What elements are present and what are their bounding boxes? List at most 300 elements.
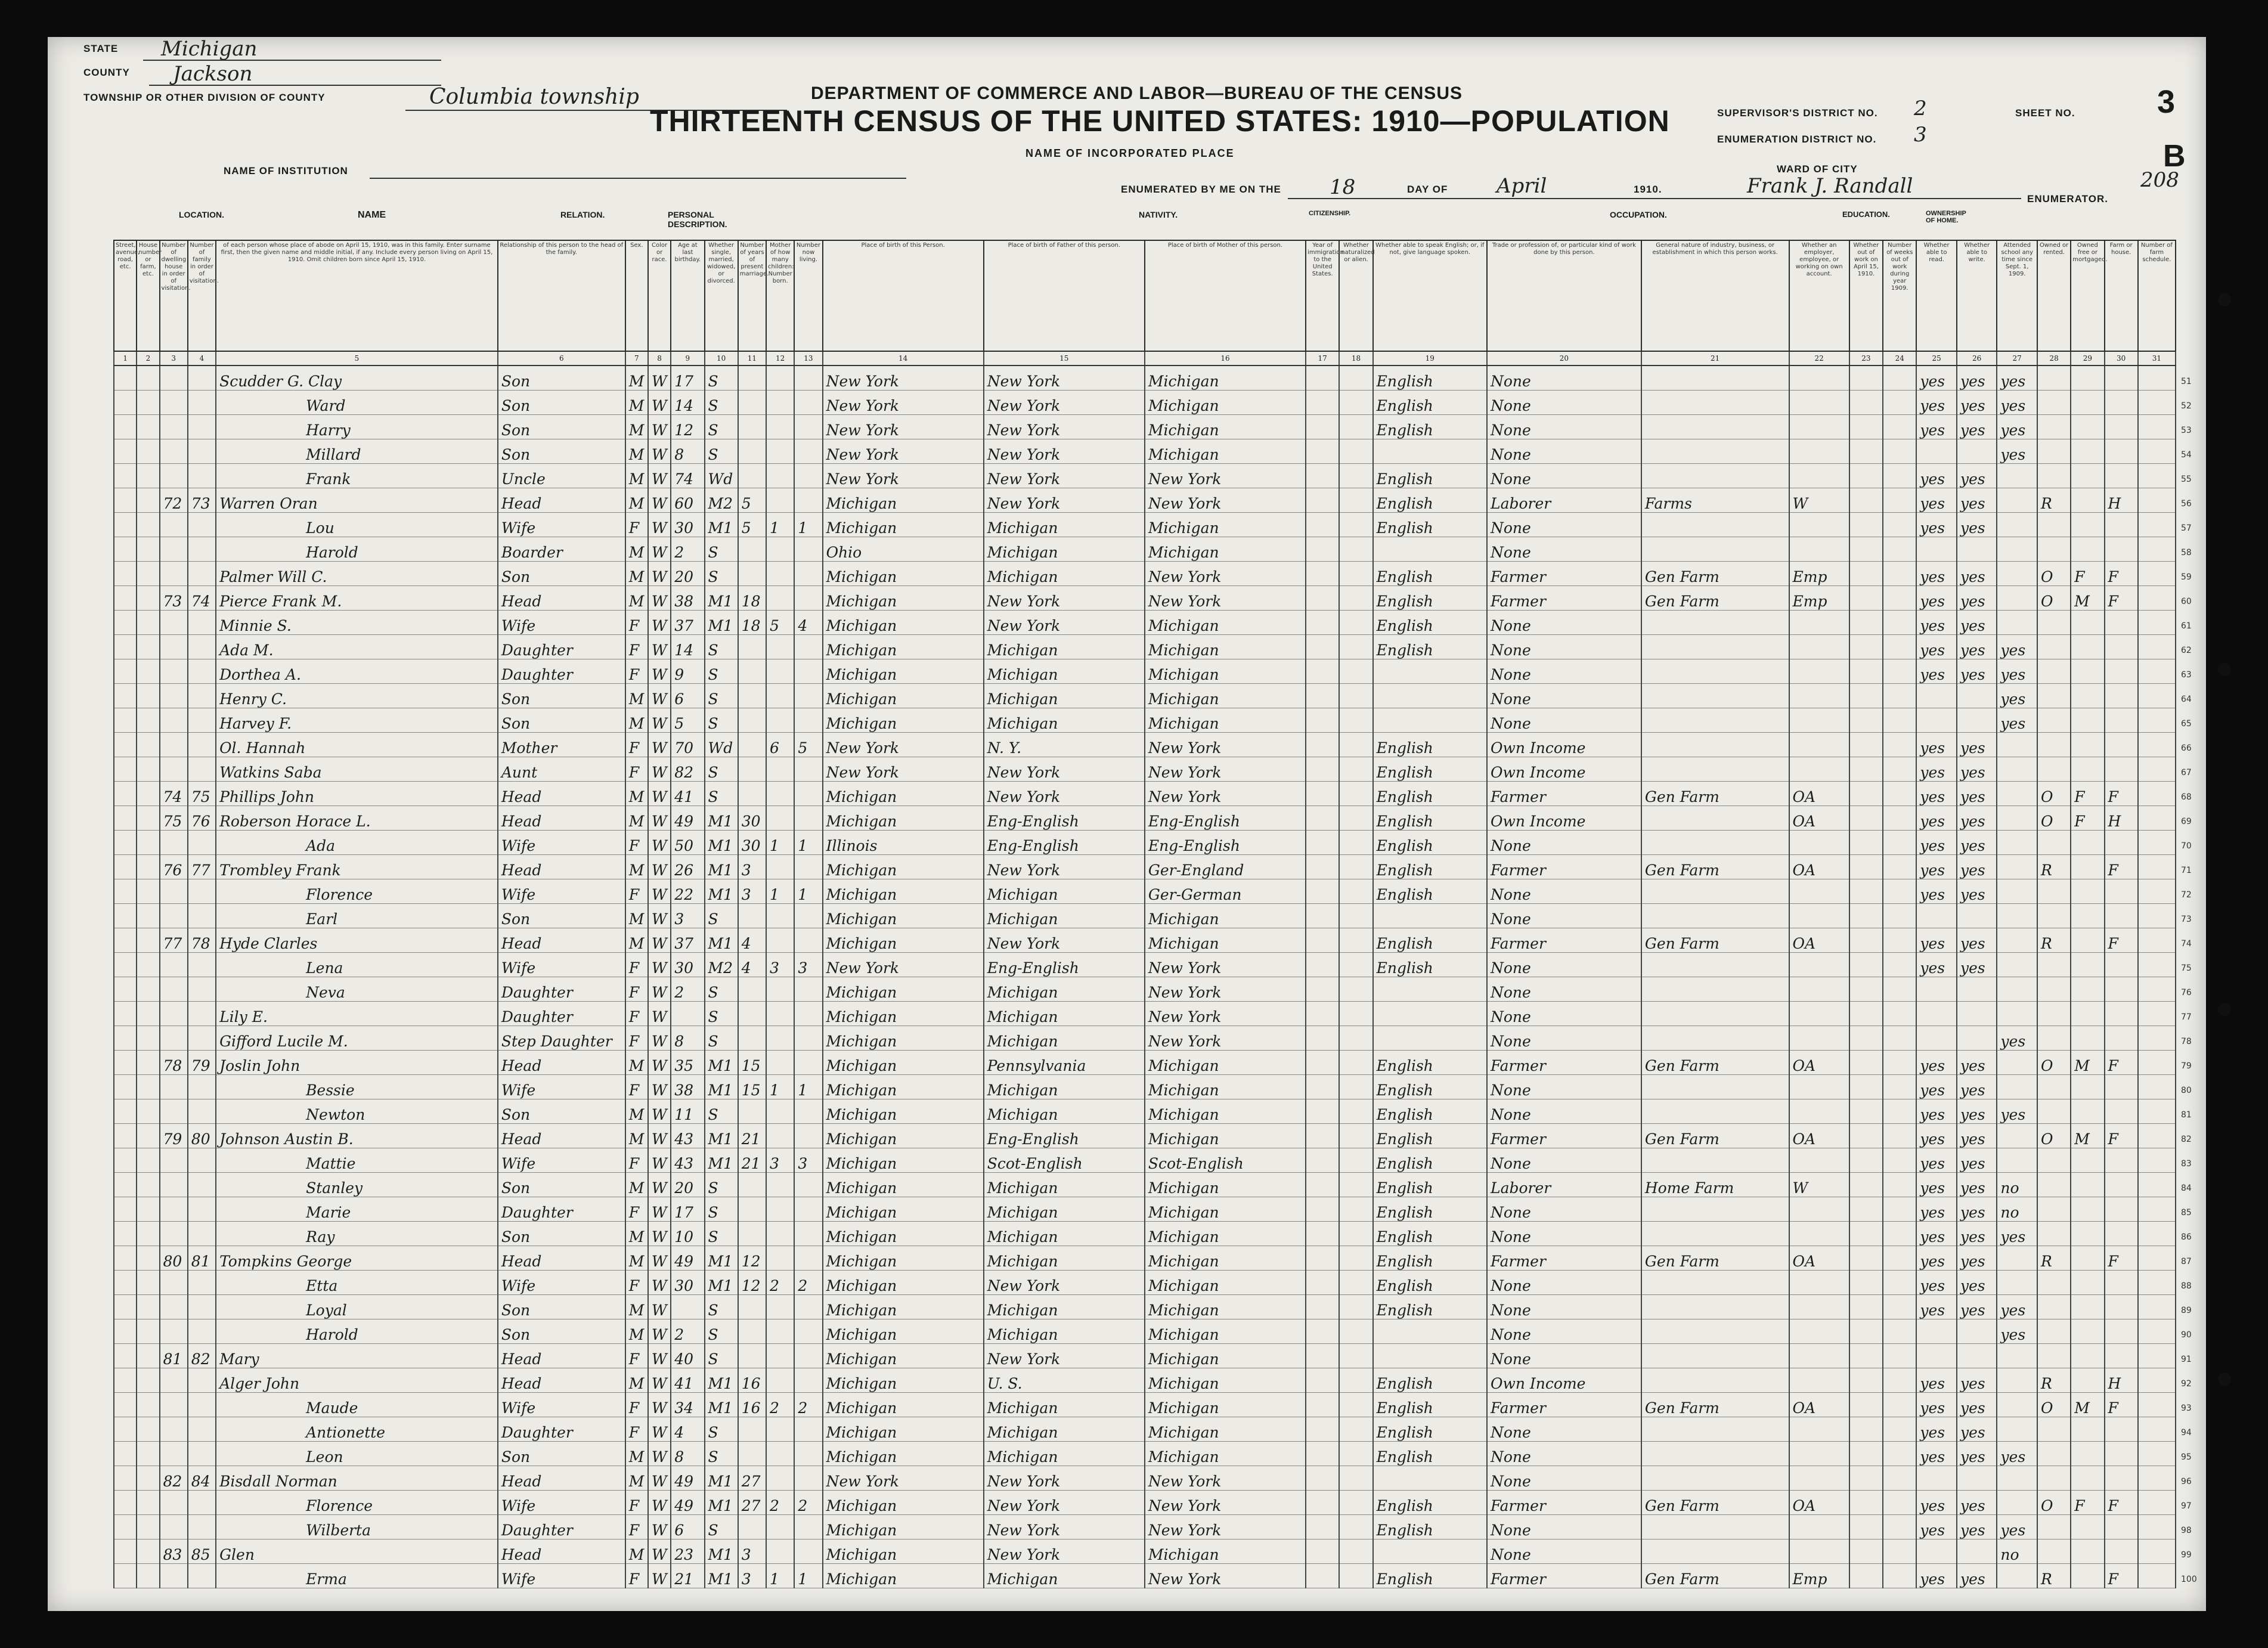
cell-name: Dorthea A. (216, 659, 498, 684)
cell-living (794, 1344, 822, 1368)
cell-free: M (2071, 1051, 2104, 1075)
cell-free (2071, 1173, 2104, 1197)
cell-fam (188, 1417, 216, 1442)
cell-age: 43 (671, 1148, 704, 1173)
cell-race: W (648, 879, 671, 904)
column-number: 7 (625, 351, 648, 365)
cell-emp (1789, 1075, 1849, 1099)
cell-fam (188, 684, 216, 708)
cell-pob: Michigan (823, 1173, 984, 1197)
cell-empty (1339, 782, 1372, 806)
cell-living (794, 1124, 822, 1148)
cell-name: Ray (216, 1222, 498, 1246)
cell-dw: 83 (160, 1539, 188, 1564)
cell-sex: M (625, 464, 648, 488)
cell-living: 1 (794, 1564, 822, 1588)
cell-race: W (648, 1564, 671, 1588)
cell-name: Alger John (216, 1368, 498, 1393)
cell-race: W (648, 904, 671, 928)
cell-fam (188, 1515, 216, 1539)
cell-farm (2105, 1515, 2138, 1539)
cell-free (2071, 1148, 2104, 1173)
cell-school (1997, 831, 2037, 855)
cell-dw (160, 1442, 188, 1466)
cell-emp (1789, 1295, 1849, 1319)
binder-hole (2218, 1373, 2231, 1386)
cell-read: yes (1916, 562, 1957, 586)
cell-ind (1641, 1075, 1789, 1099)
cell-ind (1641, 1002, 1789, 1026)
cell-ms: M1 (705, 1075, 738, 1099)
cell-empty (1849, 904, 1883, 928)
column-header-12 (766, 240, 794, 351)
cell-school (1997, 879, 2037, 904)
table-row (114, 1124, 2176, 1148)
cell-pob: Michigan (823, 1491, 984, 1515)
column-header-label: House number or farm, etc. (138, 242, 162, 277)
table-row (114, 1026, 2176, 1051)
cell-race: W (648, 611, 671, 635)
table-row (114, 439, 2176, 464)
cell-empty (137, 1539, 159, 1564)
cell-race: W (648, 1246, 671, 1271)
cell-sex: M (625, 708, 648, 733)
cell-ms: S (705, 1295, 738, 1319)
cell-ind (1641, 391, 1789, 415)
cell-write: yes (1957, 1368, 1997, 1393)
cell-empty (1306, 879, 1339, 904)
table-row (114, 635, 2176, 659)
cell-fpob: New York (984, 782, 1145, 806)
cell-pob: New York (823, 391, 984, 415)
cell-empty (1306, 1491, 1339, 1515)
cell-empty (137, 782, 159, 806)
cell-ms: S (705, 904, 738, 928)
supervisor-label: SUPERVISOR'S DISTRICT NO. (1717, 107, 1878, 119)
cell-ms: S (705, 1319, 738, 1344)
cell-born (766, 586, 794, 611)
cell-fam (188, 439, 216, 464)
cell-empty (1339, 1075, 1372, 1099)
cell-empty (1883, 1491, 1916, 1515)
cell-name: Scudder G. Clay (216, 365, 498, 391)
cell-rel: Wife (498, 953, 625, 977)
cell-emp (1789, 1344, 1849, 1368)
cell-eng: English (1373, 1222, 1487, 1246)
cell-fam: 78 (188, 928, 216, 953)
cell-born: 1 (766, 513, 794, 537)
cell-empty (1339, 1515, 1372, 1539)
cell-empty (1306, 1075, 1339, 1099)
cell-fam (188, 708, 216, 733)
cell-sex: M (625, 391, 648, 415)
cell-empty (1849, 537, 1883, 562)
cell-empty (1849, 831, 1883, 855)
cell-empty (1849, 1246, 1883, 1271)
cell-mpob: Michigan (1145, 928, 1306, 953)
cell-school: yes (1997, 1222, 2037, 1246)
cell-empty (1849, 782, 1883, 806)
cell-empty (114, 488, 137, 513)
cell-yrs: 4 (738, 953, 766, 977)
cell-dw (160, 513, 188, 537)
cell-own (2037, 1099, 2071, 1124)
cell-empty (1306, 1124, 1339, 1148)
cell-empty (1306, 659, 1339, 684)
cell-own: R (2037, 855, 2071, 879)
cell-fam (188, 1148, 216, 1173)
cell-rel: Wife (498, 1271, 625, 1295)
cell-eng (1373, 977, 1487, 1002)
cell-fpob: Michigan (984, 1393, 1145, 1417)
cell-empty (1339, 586, 1372, 611)
cell-farm (2105, 1222, 2138, 1246)
cell-fpob: Michigan (984, 1002, 1145, 1026)
cell-ind (1641, 904, 1789, 928)
cell-yrs: 27 (738, 1491, 766, 1515)
cell-name: Harold (216, 1319, 498, 1344)
institution-line (370, 178, 906, 179)
cell-empty (1306, 1173, 1339, 1197)
column-number: 30 (2105, 351, 2138, 365)
cell-trade: None (1487, 1075, 1641, 1099)
cell-emp (1789, 831, 1849, 855)
enumerator-name: Frank J. Randall (1747, 174, 1913, 198)
cell-mpob: Michigan (1145, 1368, 1306, 1393)
cell-empty (1883, 708, 1916, 733)
cell-rel: Son (498, 684, 625, 708)
cell-empty (1849, 488, 1883, 513)
cell-born (766, 1442, 794, 1466)
cell-age: 2 (671, 977, 704, 1002)
column-header-17 (1306, 240, 1344, 351)
cell-school (1997, 1246, 2037, 1271)
cell-living (794, 464, 822, 488)
cell-farm: F (2105, 1124, 2138, 1148)
line-number: 53 (2181, 426, 2192, 435)
cell-empty (114, 757, 137, 782)
cell-ms: S (705, 782, 738, 806)
cell-born (766, 415, 794, 439)
cell-empty (2138, 1564, 2176, 1588)
cell-fpob: New York (984, 1539, 1145, 1564)
cell-empty (1306, 635, 1339, 659)
cell-ms: S (705, 391, 738, 415)
cell-mpob: New York (1145, 977, 1306, 1002)
column-header-label: Street, avenue, road, etc. (116, 242, 140, 270)
column-header-label: Relationship of this person to the head of the family. (500, 242, 624, 256)
cell-ms: S (705, 1417, 738, 1442)
cell-name: Lily E. (216, 1002, 498, 1026)
cell-free (2071, 1417, 2104, 1442)
cell-ind (1641, 439, 1789, 464)
cell-race: W (648, 513, 671, 537)
column-header-label: of each person whose place of abode on April 15, 1910, was in this family. Enter surname first, then the given name and middle initial, if any. Include every person living on April 15, 1910. Omit children born since April 15, 1910. (221, 242, 493, 263)
cell-dw (160, 1148, 188, 1173)
cell-ind (1641, 757, 1789, 782)
cell-name: Lou (216, 513, 498, 537)
cell-school (1997, 953, 2037, 977)
cell-fam (188, 953, 216, 977)
cell-mpob: Michigan (1145, 1295, 1306, 1319)
cell-read: yes (1916, 782, 1957, 806)
cell-ms: M1 (705, 1393, 738, 1417)
cell-free (2071, 365, 2104, 391)
column-number: 16 (1145, 351, 1306, 365)
sheet-side: B (2163, 139, 2186, 174)
cell-farm (2105, 904, 2138, 928)
cell-eng (1373, 439, 1487, 464)
cell-farm (2105, 1002, 2138, 1026)
cell-yrs: 12 (738, 1246, 766, 1271)
cell-age: 49 (671, 1491, 704, 1515)
cell-born (766, 757, 794, 782)
cell-emp: OA (1789, 1124, 1849, 1148)
cell-free (2071, 1442, 2104, 1466)
cell-write: yes (1957, 806, 1997, 831)
table-row (114, 1246, 2176, 1271)
table-row (114, 391, 2176, 415)
cell-sex: F (625, 1515, 648, 1539)
cell-sex: F (625, 611, 648, 635)
cell-sex: F (625, 1417, 648, 1442)
cell-fam (188, 365, 216, 391)
table-row (114, 611, 2176, 635)
cell-empty (1883, 977, 1916, 1002)
cell-free (2071, 537, 2104, 562)
cell-read (1916, 1539, 1957, 1564)
cell-trade: None (1487, 1319, 1641, 1344)
cell-pob: Michigan (823, 708, 984, 733)
column-header-label: Number of weeks out of work during year 1909. (1886, 242, 1913, 292)
cell-fam (188, 659, 216, 684)
cell-empty (1339, 1295, 1372, 1319)
cell-name: Johnson Austin B. (216, 1124, 498, 1148)
cell-empty (1849, 757, 1883, 782)
cell-farm (2105, 1197, 2138, 1222)
cell-own (2037, 1442, 2071, 1466)
column-header-label: Mother of how many children: Number born. (768, 242, 794, 284)
cell-ind (1641, 977, 1789, 1002)
cell-write: yes (1957, 879, 1997, 904)
cell-trade: None (1487, 953, 1641, 977)
cell-rel: Head (498, 855, 625, 879)
cell-empty (2138, 782, 2176, 806)
cell-yrs (738, 1319, 766, 1344)
cell-fam (188, 1393, 216, 1417)
cell-school (1997, 806, 2037, 831)
cell-write: yes (1957, 1295, 1997, 1319)
cell-sex: F (625, 513, 648, 537)
cell-empty (2138, 1466, 2176, 1491)
cell-farm (2105, 1099, 2138, 1124)
cell-free (2071, 1197, 2104, 1222)
cell-empty (2138, 365, 2176, 391)
cell-read (1916, 684, 1957, 708)
cell-trade: Farmer (1487, 1246, 1641, 1271)
cell-pob: Michigan (823, 855, 984, 879)
cell-trade: None (1487, 1466, 1641, 1491)
cell-write: yes (1957, 1222, 1997, 1246)
cell-fpob: Michigan (984, 684, 1145, 708)
group-ownership: OWNERSHIP OF HOME. (1926, 210, 1966, 224)
cell-dw: 77 (160, 928, 188, 953)
cell-dw (160, 904, 188, 928)
cell-empty (1883, 1246, 1916, 1271)
column-header-14 (823, 240, 984, 351)
cell-farm: F (2105, 928, 2138, 953)
cell-empty (1306, 415, 1339, 439)
cell-fpob: New York (984, 928, 1145, 953)
cell-race: W (648, 1393, 671, 1417)
cell-fpob: New York (984, 757, 1145, 782)
cell-school: yes (1997, 365, 2037, 391)
cell-empty (114, 904, 137, 928)
cell-empty (114, 1295, 137, 1319)
cell-age: 14 (671, 391, 704, 415)
table-row (114, 1491, 2176, 1515)
cell-farm (2105, 537, 2138, 562)
column-header-label: Number now living. (796, 242, 821, 263)
cell-born (766, 1051, 794, 1075)
cell-yrs: 18 (738, 611, 766, 635)
cell-born (766, 1295, 794, 1319)
cell-read: yes (1916, 635, 1957, 659)
cell-name: Florence (216, 879, 498, 904)
cell-sex: M (625, 1539, 648, 1564)
cell-school (1997, 1368, 2037, 1393)
cell-rel: Son (498, 439, 625, 464)
cell-free (2071, 1026, 2104, 1051)
column-header-24 (1883, 240, 1916, 351)
cell-age: 21 (671, 1564, 704, 1588)
cell-ind (1641, 879, 1789, 904)
cell-born (766, 1099, 794, 1124)
cell-ind (1641, 1539, 1789, 1564)
cell-fam (188, 733, 216, 757)
cell-fam (188, 1442, 216, 1466)
cell-pob: Michigan (823, 1148, 984, 1173)
cell-sex: F (625, 635, 648, 659)
cell-dw (160, 464, 188, 488)
cell-school (1997, 733, 2037, 757)
cell-age: 50 (671, 831, 704, 855)
cell-empty (1883, 464, 1916, 488)
cell-name: Leon (216, 1442, 498, 1466)
cell-ind: Home Farm (1641, 1173, 1789, 1197)
cell-emp (1789, 415, 1849, 439)
cell-eng: English (1373, 488, 1487, 513)
cell-empty (137, 513, 159, 537)
cell-sex: F (625, 659, 648, 684)
cell-living (794, 1002, 822, 1026)
cell-yrs (738, 464, 766, 488)
cell-living (794, 1417, 822, 1442)
cell-empty (2138, 1515, 2176, 1539)
column-header-label: Number of years of present marriage. (739, 242, 769, 277)
cell-race: W (648, 1051, 671, 1075)
cell-empty (137, 1271, 159, 1295)
table-row (114, 537, 2176, 562)
cell-empty (2138, 1051, 2176, 1075)
cell-trade: None (1487, 1222, 1641, 1246)
column-header-2 (137, 240, 162, 351)
cell-name: Harold (216, 537, 498, 562)
enumeration-value: 3 (1914, 123, 1927, 147)
cell-pob: Michigan (823, 1099, 984, 1124)
cell-mpob: Michigan (1145, 415, 1306, 439)
cell-empty (114, 1564, 137, 1588)
cell-name: Etta (216, 1271, 498, 1295)
cell-empty (1849, 1173, 1883, 1197)
cell-pob: Michigan (823, 1368, 984, 1393)
cell-dw: 80 (160, 1246, 188, 1271)
cell-empty (114, 1002, 137, 1026)
cell-rel: Head (498, 1124, 625, 1148)
cell-read: yes (1916, 953, 1957, 977)
cell-pob: Michigan (823, 1197, 984, 1222)
column-number: 1 (114, 351, 137, 365)
cell-empty (114, 1222, 137, 1246)
cell-ind (1641, 684, 1789, 708)
cell-dw (160, 831, 188, 855)
cell-empty (137, 806, 159, 831)
cell-empty (137, 855, 159, 879)
cell-write: yes (1957, 488, 1997, 513)
cell-sex: M (625, 1099, 648, 1124)
cell-free (2071, 757, 2104, 782)
cell-empty (1883, 537, 1916, 562)
day-of-label: DAY OF (1407, 184, 1448, 195)
cell-ind: Gen Farm (1641, 1491, 1789, 1515)
cell-emp: OA (1789, 855, 1849, 879)
cell-dw (160, 953, 188, 977)
cell-born (766, 1539, 794, 1564)
cell-eng (1373, 684, 1487, 708)
cell-empty (114, 1026, 137, 1051)
cell-eng: English (1373, 1075, 1487, 1099)
cell-empty (1306, 1099, 1339, 1124)
table-row (114, 1099, 2176, 1124)
cell-write: yes (1957, 1124, 1997, 1148)
cell-yrs (738, 1026, 766, 1051)
group-location: LOCATION. (179, 210, 224, 219)
table-row (114, 464, 2176, 488)
cell-farm: F (2105, 855, 2138, 879)
cell-fam (188, 1564, 216, 1588)
cell-ind (1641, 1295, 1789, 1319)
cell-own (2037, 1075, 2071, 1099)
column-number: 27 (1997, 351, 2037, 365)
cell-empty (137, 1075, 159, 1099)
cell-eng: English (1373, 1442, 1487, 1466)
cell-farm (2105, 365, 2138, 391)
cell-write: yes (1957, 953, 1997, 977)
cell-eng (1373, 1002, 1487, 1026)
cell-eng: English (1373, 562, 1487, 586)
cell-fam: 80 (188, 1124, 216, 1148)
cell-born: 3 (766, 1148, 794, 1173)
cell-read: yes (1916, 1075, 1957, 1099)
cell-empty (1849, 879, 1883, 904)
cell-free (2071, 1295, 2104, 1319)
cell-name: Stanley (216, 1173, 498, 1197)
table-row (114, 1173, 2176, 1197)
line-number: 55 (2181, 475, 2192, 484)
cell-pob: Michigan (823, 1295, 984, 1319)
cell-write: yes (1957, 586, 1997, 611)
cell-empty (1306, 928, 1339, 953)
